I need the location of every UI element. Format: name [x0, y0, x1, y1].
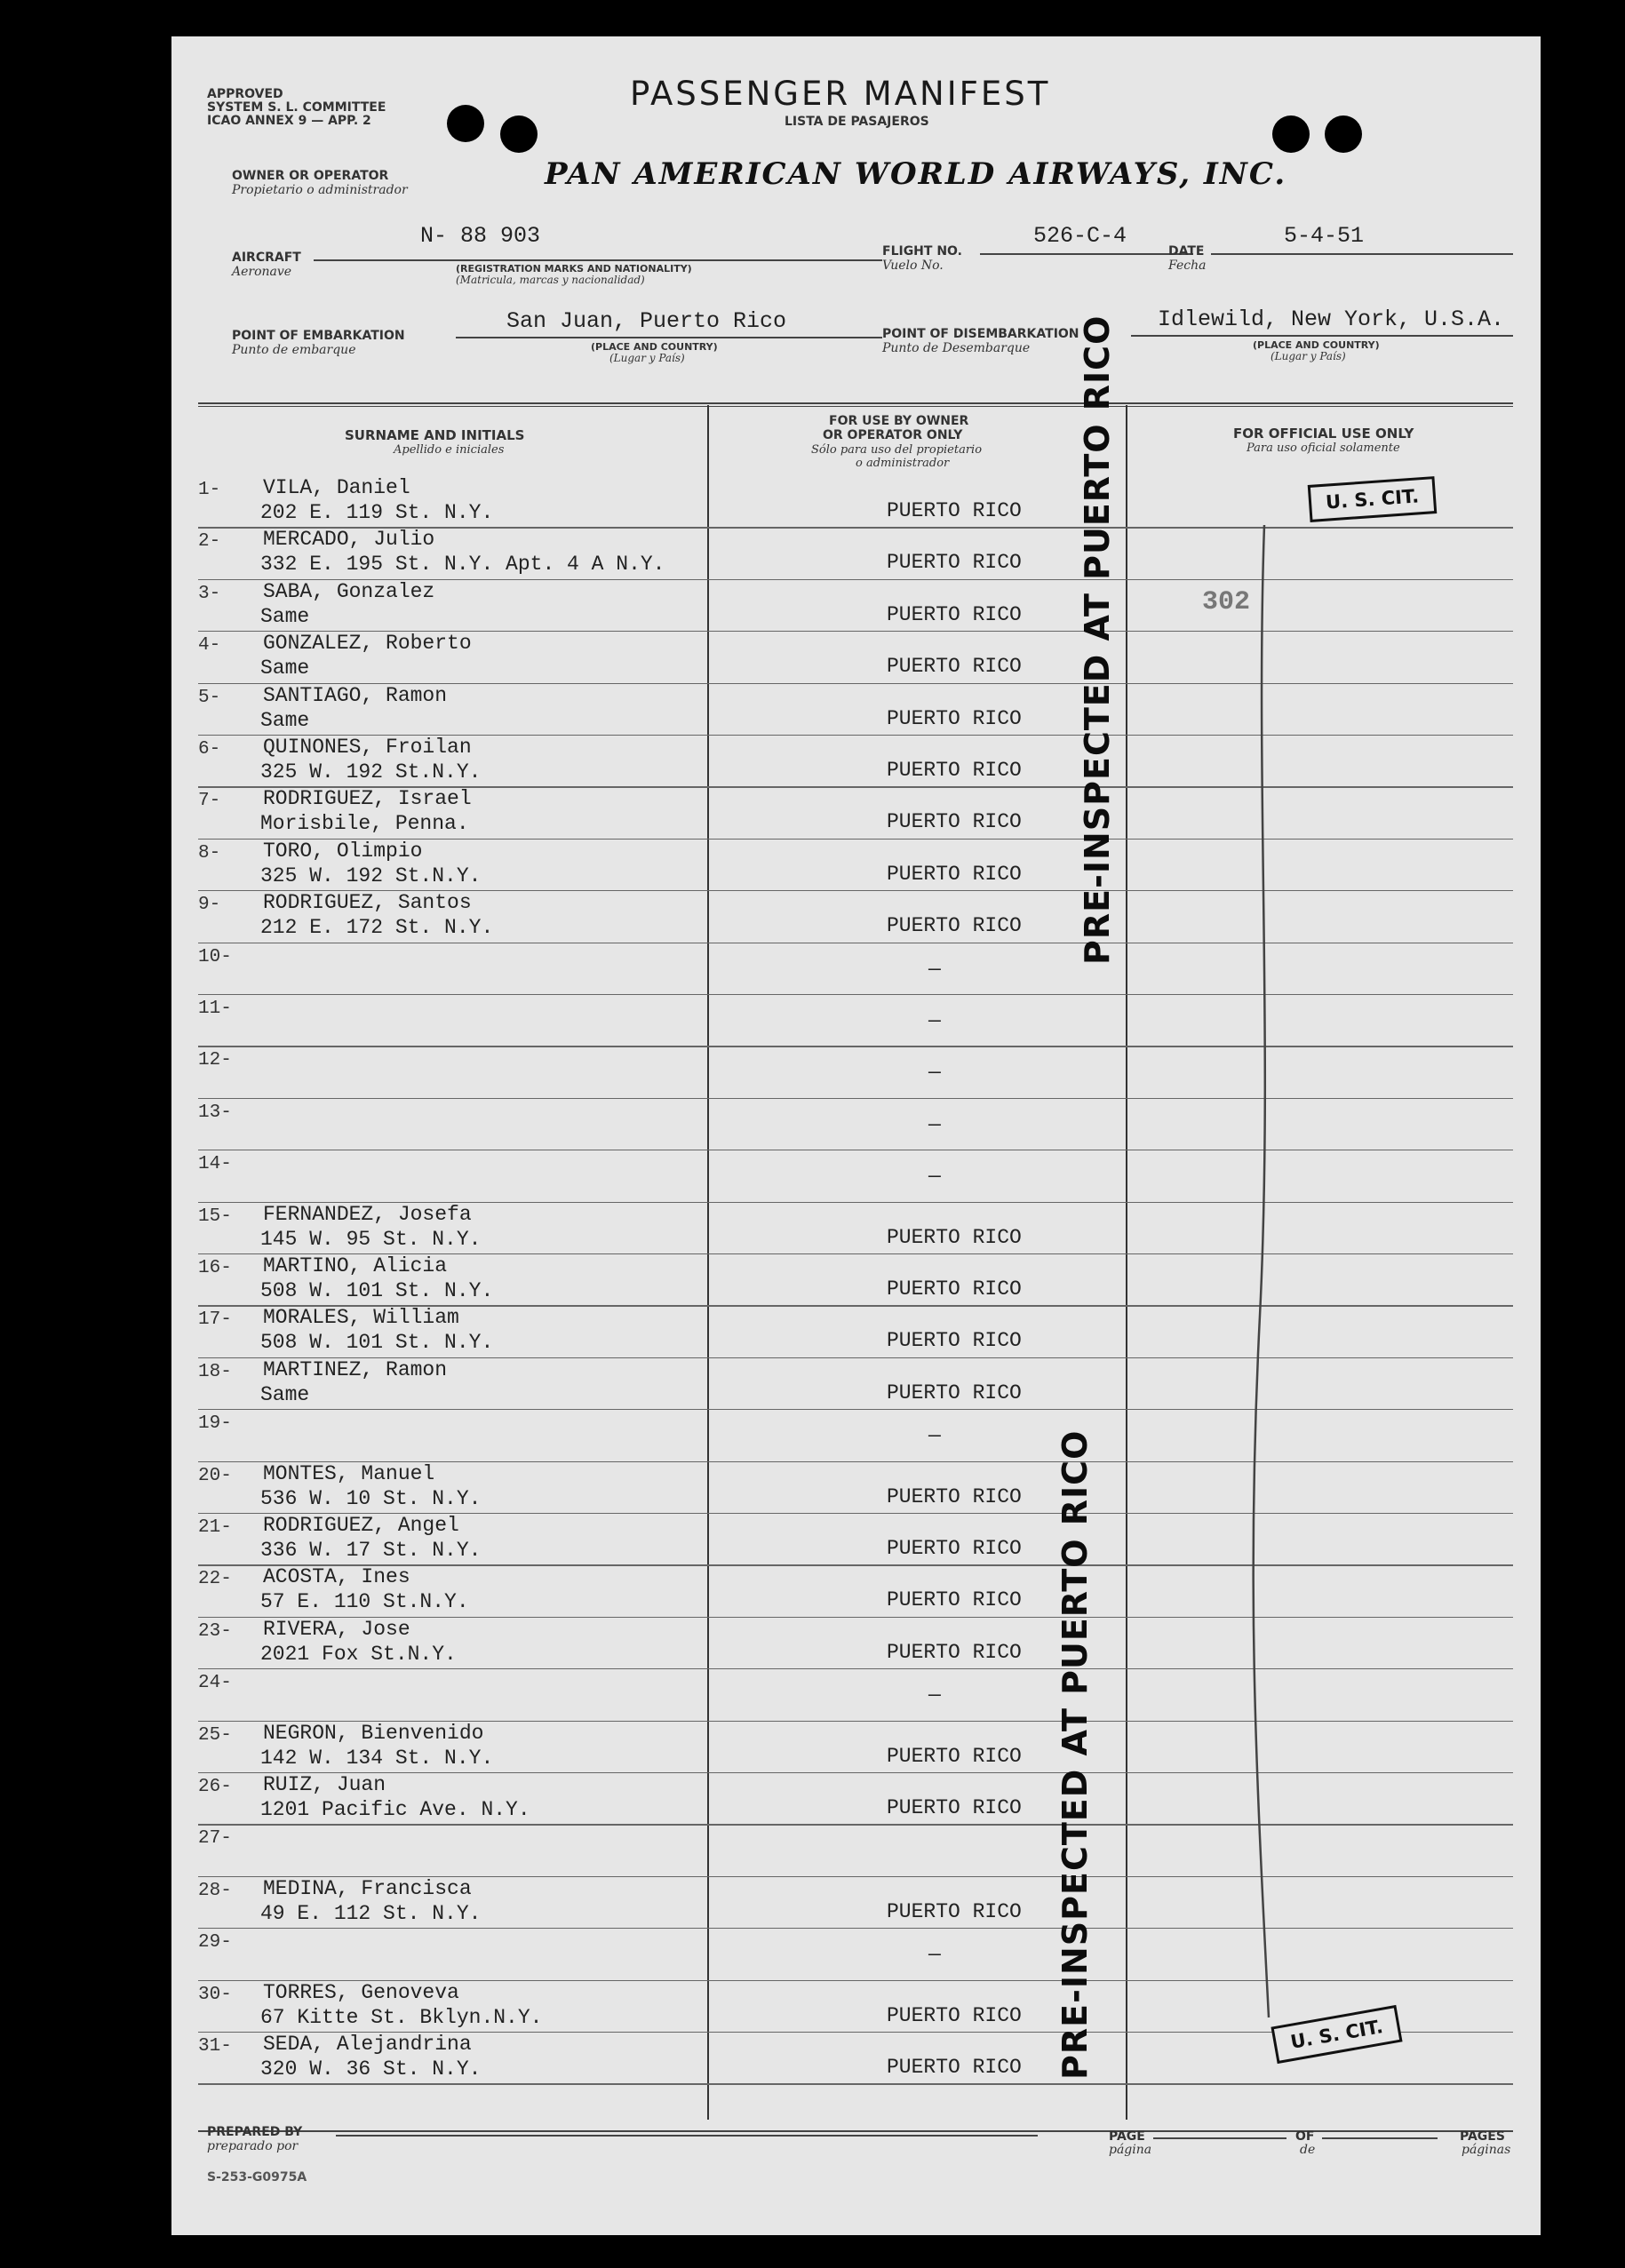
table-row	[171, 580, 1541, 632]
punch-hole-right-2	[1325, 115, 1362, 153]
table-row	[171, 736, 1541, 787]
passenger-name: MERCADO, Julio	[263, 528, 435, 552]
passenger-origin: —	[928, 1683, 941, 1707]
row-number: 13-	[198, 1102, 232, 1123]
disembark-label-es: Punto de Desembarque	[882, 341, 1031, 355]
passenger-origin: PUERTO RICO	[887, 2003, 1022, 2027]
us-cit-stamp-top: U. S. CIT.	[1308, 476, 1438, 522]
of-label: OF	[1295, 2129, 1315, 2144]
row-number: 19-	[198, 1413, 232, 1435]
passenger-origin: PUERTO RICO	[887, 1225, 1022, 1249]
row-number: 3-	[198, 583, 221, 604]
passenger-name: MONTES, Manuel	[263, 1461, 435, 1485]
passenger-origin: PUERTO RICO	[887, 1484, 1022, 1508]
page-title: PASSENGER MANIFEST	[630, 75, 1051, 113]
passenger-name: RUIZ, Juan	[263, 1773, 386, 1796]
passenger-address: 325 W. 192 St.N.Y.	[260, 863, 482, 887]
passenger-address: 67 Kitte St. Bklyn.N.Y.	[260, 2005, 543, 2029]
official-number: 302	[1202, 587, 1251, 617]
passenger-origin: PUERTO RICO	[887, 602, 1022, 626]
table-row	[171, 1462, 1541, 1514]
passenger-origin: PUERTO RICO	[887, 1277, 1022, 1301]
passenger-name: RIVERA, Jose	[263, 1617, 410, 1641]
row-number: 16-	[198, 1258, 232, 1278]
passenger-address: 508 W. 101 St. N.Y.	[260, 1331, 494, 1355]
flight-number: 526-C-4	[1033, 223, 1127, 249]
passenger-origin: PUERTO RICO	[887, 1329, 1022, 1353]
footer-rule	[198, 2130, 1513, 2132]
passenger-name: SEDA, Alejandrina	[263, 2033, 472, 2056]
passenger-origin: PUERTO RICO	[887, 1899, 1022, 1923]
row-number: 20-	[198, 1465, 232, 1486]
flight-label-es: Vuelo No.	[882, 259, 944, 273]
row-number: 23-	[198, 1620, 232, 1642]
row-number: 31-	[198, 2036, 232, 2057]
disembark-place-note: (PLACE AND COUNTRY)	[1253, 339, 1380, 351]
pencil-line	[1238, 516, 1291, 2026]
table-row	[171, 1514, 1541, 1565]
row-number: 22-	[198, 1569, 232, 1590]
passenger-name: FERNANDEZ, Josefa	[263, 1202, 472, 1226]
row-number: 5-	[198, 687, 221, 708]
passenger-origin: PUERTO RICO	[887, 1640, 1022, 1664]
prepared-by-label: PREPARED BY	[207, 2125, 303, 2139]
passenger-address: 142 W. 134 St. N.Y.	[260, 1746, 494, 1770]
passenger-name: TORRES, Genoveva	[263, 1980, 459, 2004]
table-row	[171, 1410, 1541, 1461]
table-row	[171, 1773, 1541, 1825]
passenger-origin: PUERTO RICO	[887, 2056, 1022, 2079]
row-number: 2-	[198, 531, 221, 553]
aircraft-label: AIRCRAFT	[232, 251, 301, 265]
row-number: 6-	[198, 739, 221, 760]
embark-place-note: (PLACE AND COUNTRY)	[591, 341, 718, 353]
disembark-place-note-es: (Lugar y País)	[1271, 350, 1346, 362]
table-row	[171, 1203, 1541, 1254]
table-row	[171, 528, 1541, 579]
table-row	[171, 1722, 1541, 1773]
table-row	[171, 1669, 1541, 1721]
airline-name: PAN AMERICAN WORLD AIRWAYS, INC.	[545, 156, 1287, 192]
passenger-origin: PUERTO RICO	[887, 759, 1022, 782]
col-header-surname-es: Apellido e iniciales	[394, 443, 505, 457]
aircraft-label-es: Aeronave	[232, 265, 292, 279]
row-number: 10-	[198, 946, 232, 967]
col-header-surname: SURNAME AND INITIALS	[345, 427, 525, 443]
passenger-name: MARTINEZ, Ramon	[263, 1357, 448, 1381]
row-number: 21-	[198, 1517, 232, 1538]
registration-note-es: (Matricula, marcas y nacionalidad)	[456, 274, 645, 286]
row-number: 26-	[198, 1777, 232, 1797]
flight-date: 5-4-51	[1284, 223, 1365, 249]
row-number: 7-	[198, 791, 221, 812]
row-number: 11-	[198, 999, 232, 1019]
form-number: S-253-G0975A	[207, 2170, 307, 2184]
table-row	[171, 1046, 1541, 1098]
table-row	[171, 1565, 1541, 1617]
page-label-es: página	[1109, 2143, 1152, 2157]
punch-hole-mid	[500, 115, 538, 153]
col-header-official-es: Para uso oficial solamente	[1247, 442, 1400, 455]
passenger-origin: PUERTO RICO	[887, 810, 1022, 834]
registration-note: (REGISTRATION MARKS AND NATIONALITY)	[456, 263, 692, 275]
row-number: 29-	[198, 1932, 232, 1954]
owner-label: OWNER OR OPERATOR	[232, 169, 389, 183]
embark-place-note-es: (Lugar y País)	[609, 352, 685, 364]
row-number: 30-	[198, 1984, 232, 2005]
date-label: DATE	[1168, 244, 1205, 259]
passenger-address: 508 W. 101 St. N.Y.	[260, 1279, 494, 1302]
passenger-origin: —	[928, 1943, 941, 1967]
passenger-origin: PUERTO RICO	[887, 1537, 1022, 1560]
passenger-name: GONZALEZ, Roberto	[263, 632, 472, 656]
passenger-name: VILA, Daniel	[263, 476, 410, 499]
passenger-origin: —	[928, 1424, 941, 1448]
passenger-name: ACOSTA, Ines	[263, 1565, 410, 1589]
pre-inspected-stamp-bottom: PRE-INSPECTED AT PUERTO RICO	[1055, 1429, 1095, 2080]
passenger-address: 49 E. 112 St. N.Y.	[260, 1901, 482, 1925]
row-number: 12-	[198, 1050, 232, 1071]
table-row	[171, 1358, 1541, 1410]
col-header-owner-1: FOR USE BY OWNER	[829, 414, 969, 428]
pages-label: PAGES	[1460, 2129, 1505, 2144]
passenger-origin: PUERTO RICO	[887, 1796, 1022, 1819]
row-number: 9-	[198, 895, 221, 916]
of-label-es: de	[1300, 2143, 1316, 2157]
passenger-origin: —	[928, 1112, 941, 1136]
passenger-name: MARTINO, Alicia	[263, 1254, 448, 1277]
passenger-name: RODRIGUEZ, Israel	[263, 787, 472, 811]
table-row	[171, 1929, 1541, 1980]
passenger-name: SABA, Gonzalez	[263, 579, 435, 603]
passenger-name: NEGRON, Bienvenido	[263, 1721, 484, 1745]
passenger-origin: PUERTO RICO	[887, 1381, 1022, 1405]
us-cit-stamp-bottom: U. S. CIT.	[1271, 2005, 1402, 2064]
passenger-name: RODRIGUEZ, Angel	[263, 1514, 459, 1537]
passenger-address: 336 W. 17 St. N.Y.	[260, 1539, 482, 1562]
table-row	[171, 840, 1541, 891]
row-number: 24-	[198, 1673, 232, 1694]
col-header-owner-es-2: o administrador	[856, 457, 950, 470]
passenger-address: 536 W. 10 St. N.Y.	[260, 1486, 482, 1510]
passenger-address: Same	[260, 1382, 310, 1406]
passenger-origin: PUERTO RICO	[887, 862, 1022, 886]
embark-value: San Juan, Puerto Rico	[506, 308, 787, 334]
passenger-address: Same	[260, 657, 310, 680]
table-row	[171, 632, 1541, 683]
pages-label-es: páginas	[1462, 2143, 1511, 2157]
table-row	[171, 684, 1541, 736]
table-row	[171, 1825, 1541, 1876]
table-row	[171, 1099, 1541, 1150]
table-row	[171, 1618, 1541, 1669]
row-number: 17-	[198, 1309, 232, 1331]
passenger-origin: —	[928, 1165, 941, 1189]
aircraft-value: N- 88 903	[420, 223, 541, 249]
punch-hole-left	[447, 105, 484, 142]
row-rule	[198, 2083, 1513, 2084]
disembark-value: Idlewild, New York, U.S.A.	[1158, 306, 1505, 332]
col-header-owner-2: OR OPERATOR ONLY	[823, 428, 963, 442]
passenger-address: 332 E. 195 St. N.Y. Apt. 4 A N.Y.	[260, 553, 665, 577]
passenger-address: 145 W. 95 St. N.Y.	[260, 1227, 482, 1251]
passenger-address: 57 E. 110 St.N.Y.	[260, 1590, 469, 1614]
passenger-name: MORALES, William	[263, 1306, 459, 1330]
date-label-es: Fecha	[1168, 259, 1207, 273]
embark-label-es: Punto de embarque	[232, 343, 356, 357]
manifest-sheet	[171, 36, 1541, 2235]
passenger-address: 325 W. 192 St.N.Y.	[260, 760, 482, 784]
row-number: 8-	[198, 842, 221, 863]
passenger-address: Same	[260, 604, 310, 628]
row-number: 4-	[198, 635, 221, 657]
passenger-address: 212 E. 172 St. N.Y.	[260, 916, 494, 940]
passenger-name: RODRIGUEZ, Santos	[263, 891, 472, 915]
table-row	[171, 1306, 1541, 1357]
prepared-by-label-es: preparado por	[207, 2139, 299, 2153]
embark-label: POINT OF EMBARKATION	[232, 329, 405, 343]
passenger-address: 320 W. 36 St. N.Y.	[260, 2057, 482, 2081]
passenger-origin: PUERTO RICO	[887, 655, 1022, 679]
col-header-official: FOR OFFICIAL USE ONLY	[1233, 426, 1414, 442]
page-subtitle: LISTA DE PASAJEROS	[785, 115, 929, 129]
table-row	[171, 891, 1541, 943]
passenger-origin: PUERTO RICO	[887, 1588, 1022, 1612]
row-number: 28-	[198, 1880, 232, 1901]
passenger-name: QUINONES, Froilan	[263, 736, 472, 759]
row-number: 18-	[198, 1361, 232, 1382]
table-row	[171, 1150, 1541, 1202]
owner-label-es: Propietario o administrador	[232, 183, 408, 197]
passenger-origin: —	[928, 957, 941, 981]
table-row	[171, 995, 1541, 1046]
passenger-name: TORO, Olimpio	[263, 839, 423, 863]
passenger-origin: —	[928, 1009, 941, 1032]
table-row	[171, 1254, 1541, 1306]
disembark-label: POINT OF DISEMBARKATION	[882, 327, 1079, 341]
passenger-origin: PUERTO RICO	[887, 914, 1022, 938]
row-number: 15-	[198, 1206, 232, 1227]
passenger-origin: PUERTO RICO	[887, 551, 1022, 575]
punch-hole-right-1	[1272, 115, 1310, 153]
passenger-origin: —	[928, 1061, 941, 1085]
passenger-origin: PUERTO RICO	[887, 499, 1022, 522]
flight-label: FLIGHT NO.	[882, 244, 962, 259]
table-row	[171, 1877, 1541, 1929]
page-label: PAGE	[1109, 2129, 1145, 2144]
row-number: 25-	[198, 1724, 232, 1746]
row-number: 27-	[198, 1828, 232, 1850]
table-row	[171, 787, 1541, 839]
passenger-name: SANTIAGO, Ramon	[263, 683, 448, 707]
pre-inspected-stamp-top: PRE-INSPECTED AT PUERTO RICO	[1078, 314, 1117, 965]
table-top-rule	[198, 402, 1513, 404]
passenger-address: 202 E. 119 St. N.Y.	[260, 501, 494, 524]
passenger-name: MEDINA, Francisca	[263, 1876, 472, 1900]
table-row	[171, 943, 1541, 995]
passenger-origin: PUERTO RICO	[887, 706, 1022, 730]
passenger-origin: PUERTO RICO	[887, 1744, 1022, 1768]
col-header-owner-es-1: Sólo para uso del propietario	[811, 443, 983, 457]
approved-block: APPROVED SYSTEM S. L. COMMITTEE ICAO ANNEX 9 — APP. 2	[207, 87, 386, 128]
passenger-address: Same	[260, 708, 310, 732]
passenger-address: 1201 Pacific Ave. N.Y.	[260, 1798, 530, 1821]
passenger-address: 2021 Fox St.N.Y.	[260, 1642, 457, 1666]
passenger-address: Morisbile, Penna.	[260, 812, 469, 836]
row-number: 14-	[198, 1154, 232, 1175]
row-number: 1-	[198, 480, 221, 500]
